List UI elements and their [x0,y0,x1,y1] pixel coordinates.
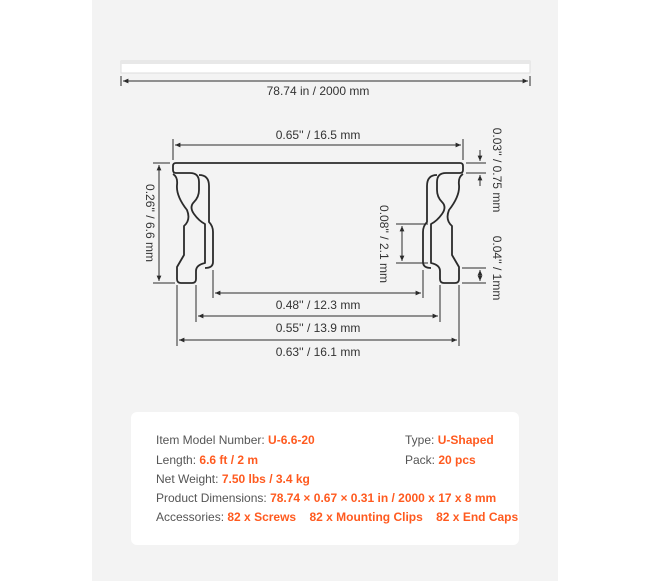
spec-model [156,433,315,447]
spec-model-label: Item Model Number: [156,433,265,447]
spec-pack [405,453,476,467]
flange-thickness-dimension [466,150,486,186]
foot-height-dimension [462,268,486,283]
spec-product-dimensions-value: 78.74 × 0.67 × 0.31 in / 2000 x 17 x 8 mm [270,491,497,505]
spec-weight-value: 7.50 lbs / 3.4 kg [221,472,310,486]
channel-width-label: 0.55'' / 13.9 mm [275,321,361,335]
spec-pack-label: Pack: [405,453,436,467]
spec-model-value: U-6.6-20 [268,433,315,447]
accessory-screws: 82 x Screws [227,510,297,524]
foot-height-label: 0.04'' / 1mm [490,235,504,301]
inner-width-label: 0.48'' / 12.3 mm [275,298,361,312]
spec-accessories-label: Accessories: [156,510,225,524]
accessory-end-caps: 82 x End Caps [436,510,519,524]
accessory-mounting-clips: 82 x Mounting Clips [309,510,423,524]
inner-channel-outline [199,175,437,268]
spec-length [156,453,258,467]
spec-type-label: Type: [405,433,435,447]
spec-length-value: 6.6 ft / 2 m [199,453,259,467]
height-label: 0.26'' / 6.6 mm [143,184,157,262]
spec-product-dimensions [156,491,496,505]
led-channel-strip [121,61,530,73]
notch-height-label: 0.08'' / 2.1 mm [377,205,391,283]
spec-accessories [156,510,518,524]
top-width-label: 0.65'' / 16.5 mm [275,128,361,142]
flange-thickness-label: 0.03'' / 0.75 mm [490,127,504,213]
spec-type [405,433,494,447]
top-width-dimension [173,139,463,160]
bottom-width-label: 0.63'' / 16.1 mm [275,345,361,359]
u-profile-cross-section [173,163,463,283]
spec-weight-label: Net Weight: [156,472,219,486]
spec-type-value: U-Shaped [437,433,494,447]
spec-pack-value: 20 pcs [438,453,476,467]
spec-length-label: Length: [156,453,197,467]
spec-product-dimensions-label: Product Dimensions: [156,491,267,505]
spec-weight [156,472,310,486]
length-label: 78.74 in / 2000 mm [266,84,370,98]
